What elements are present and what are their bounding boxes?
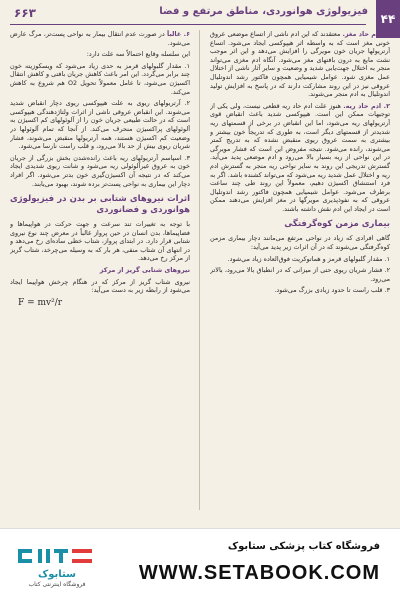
centrifugal-subheading: نیروهای شتابی گریز از مرکز xyxy=(99,266,190,275)
page-header xyxy=(0,0,400,30)
page-number: ۶۶۳ xyxy=(14,6,36,20)
item-2-title: ۲. ادم حاد ریه. xyxy=(343,101,390,110)
centrifugal-text: نیروی شتاب گریز از مرکز که در هنگام چرخش هواپیما ایجاد می‌شود از رابطه زیر به دست می‌آید: xyxy=(10,277,190,295)
item-2-paragraph xyxy=(210,102,390,214)
acceleration-text: با توجه به تغییرات تند سرعت و جهت حرکت در هواپیماها و فضاپیماها، بدن انسان در حین پرواز غالباً در معرض چند نوع نیروی شتابی قرار دارد. در ابتدای پرواز، شتاب خطی ساده‌ای رخ می‌دهد و در انتهای آن شتاب منفی، هر بار که به وسیله می‌چرخد، شتاب گریز از مرکز رخ می‌دهد. xyxy=(10,220,190,263)
logo-mark-icon xyxy=(12,539,102,589)
chronic-item-2: ۲. فشار شریان ریوی حتی از میزانی که در انطباق بالا می‌رود، بالاتر می‌رود. xyxy=(210,266,390,283)
header-rule xyxy=(10,24,366,25)
right-column xyxy=(210,30,390,520)
setabook-logo xyxy=(12,539,102,589)
store-name: فروشگاه کتاب پزشکی ستابوک xyxy=(227,541,380,552)
logo-subtext: فروشگاه اینترنتی کتاب xyxy=(28,581,86,588)
chapter-tab: ۴۴ xyxy=(376,0,400,38)
item-1-paragraph xyxy=(210,30,390,99)
item-1-text: معتقدند که این ادم ناشی از اتساع موضعی عروق خونی مغز است که به واسطه اثر هیپوکسی ایجاد می‌شود. اتساع آرتریولها جریان خون مویرگی را افزایش می‌دهد و این اثر موجب نشت مایع به درون بافتهای مغز می‌شود. آنگاه ادم مغزی می‌تواند منجر به اختلال جهت‌یابی شدید و وضعیت و سایر آثار ناشی از اختلال عمل مغزی شود. عوامل شیمیایی همچون فاکتور رشد اندوتلیال عروقی نیز در این روند مشارکت دارند که در پاسخ به افزایش تولید اندوتلیال به ادم منجر می‌شوند. xyxy=(210,30,390,99)
running-title: فیزیولوژی هوانوردی، مناطق مرتفع و فضا xyxy=(159,6,368,17)
force-formula: F = mv²/r xyxy=(18,297,63,308)
cause-1: ۱. مقدار گلبولهای قرمز به حدی زیاد می‌شود که ویسکوزیته خون چند برابر می‌گردد. این امر باعث کاهش جریان بافتی و کاهش انتقال اکسیژن می‌شود، تا عامل معمولاً تحویل O2 هم شروع به کاهش می‌کند. xyxy=(10,61,190,96)
item-6-text: در صورت عدم انتقال بیمار به نواحی پست‌تر، مرگ عارض می‌شود. xyxy=(10,30,190,47)
store-url[interactable]: WWW.SETABOOK.COM xyxy=(138,562,380,584)
chronic-sickness-heading: بیماری مزمن کوه‌گرفتگی xyxy=(284,219,390,230)
chronic-item-1: ۱. مقدار گلبولهای قرمز و هماتوکریت فوق‌العاده زیاد می‌شود. xyxy=(227,254,390,263)
footer-banner xyxy=(0,528,400,599)
chronic-intro: گاهی افرادی که زیاد در نواحی مرتفع می‌مانند دچار بیماری مزمن کوه‌گرفتگی می‌شوند که در آن اثرات زیر پدید می‌آید: xyxy=(210,234,390,252)
causes-intro: این سلسله وقایع احتمالاً سه علت دارد: xyxy=(86,50,190,59)
cause-3: ۳. اسپاسم آرتریولهای ریه باعث رانده‌شدن بخش بزرگی از جریان خون به عروق غیرآلوئولی ریه می‌شود و شانت ریوی شدیدی ایجاد می‌کند که در نتیجه آن اکسیژن‌گیری خون بدتر می‌شود. اگر افراد دچار این بیماری به نواحی پست‌تر برده شوند، بهبود می‌یابند. xyxy=(10,153,190,188)
item-1-title: ۱. ادم حاد مغز. xyxy=(342,30,390,38)
item-6-title: ۶. غالباً xyxy=(167,30,190,38)
logo-text: ستابوک xyxy=(38,569,76,580)
item-2-text: هنوز علت ادم حاد ریه قطعی نیست، ولی یکی از توجیهات ممکن این است. هیپوکسی شدید باعث انقباض قوی آرتریولهای ریه می‌شود، اما این انقباض در برخی از قسمتهای ریه شدیدتر از قسمتهای دیگر است، به طوری که تدریجاً خون بیشتر و بیشتری به سمت عروق ریوی منقبض نشده که به تدریج کمتر می‌شوند، رانده می‌شود. نتیجه مفروض این است که فشار مویرگی در این نواحی از ریه بسیار بالا می‌رود و ادم موضعی پدید می‌آید. گسترش تدریجی این روند به سایر نواحی ریه منجر به گسترش ادم ریه و اختلال عمل شدید ریه می‌شود که می‌تواند کشنده باشد. اگر به فرد استنشاق اکسیژن دهیم، معمولاً این روند طی چند ساعت برطرف می‌شود. عوامل شیمیایی همچون فاکتور رشد اندوتلیال عروقی که به نفوذپذیری مویرگها در مغز افزایش می‌دهند ممکن است در ایجاد این ادم نقش داشته باشند. xyxy=(210,101,390,213)
item-6-paragraph xyxy=(10,30,190,47)
column-divider xyxy=(199,30,200,510)
cause-2: ۲. آرتریولهای ریوی به علت هیپوکسی ریوی دچار انقباض شدید می‌شوند. این انقباض عروقی ناشی از اثرات ولتاژدهندگی هیپوکسی است که در حالت طبیعی جریان خون را از آلوئولهای کم اکسیژن به آلوئولهای پراکسیژن منحرف می‌کند. از آنجا که تمام آلوئولها در وضعیت کم اکسیژن هستند، همه آرتریولها منقبض می‌شوند، فشار شریان ریوی بیش از حد بالا می‌رود، و قلب راست نارسا می‌شود. xyxy=(10,99,190,151)
acceleration-heading: اثرات نیروهای شتابی بر بدن در فیزیولوژی هوانوردی و فضانوردی xyxy=(10,194,190,216)
chronic-item-3: ۳. قلب راست تا حدود زیادی بزرگ می‌شود. xyxy=(274,286,390,295)
left-column xyxy=(10,30,190,520)
